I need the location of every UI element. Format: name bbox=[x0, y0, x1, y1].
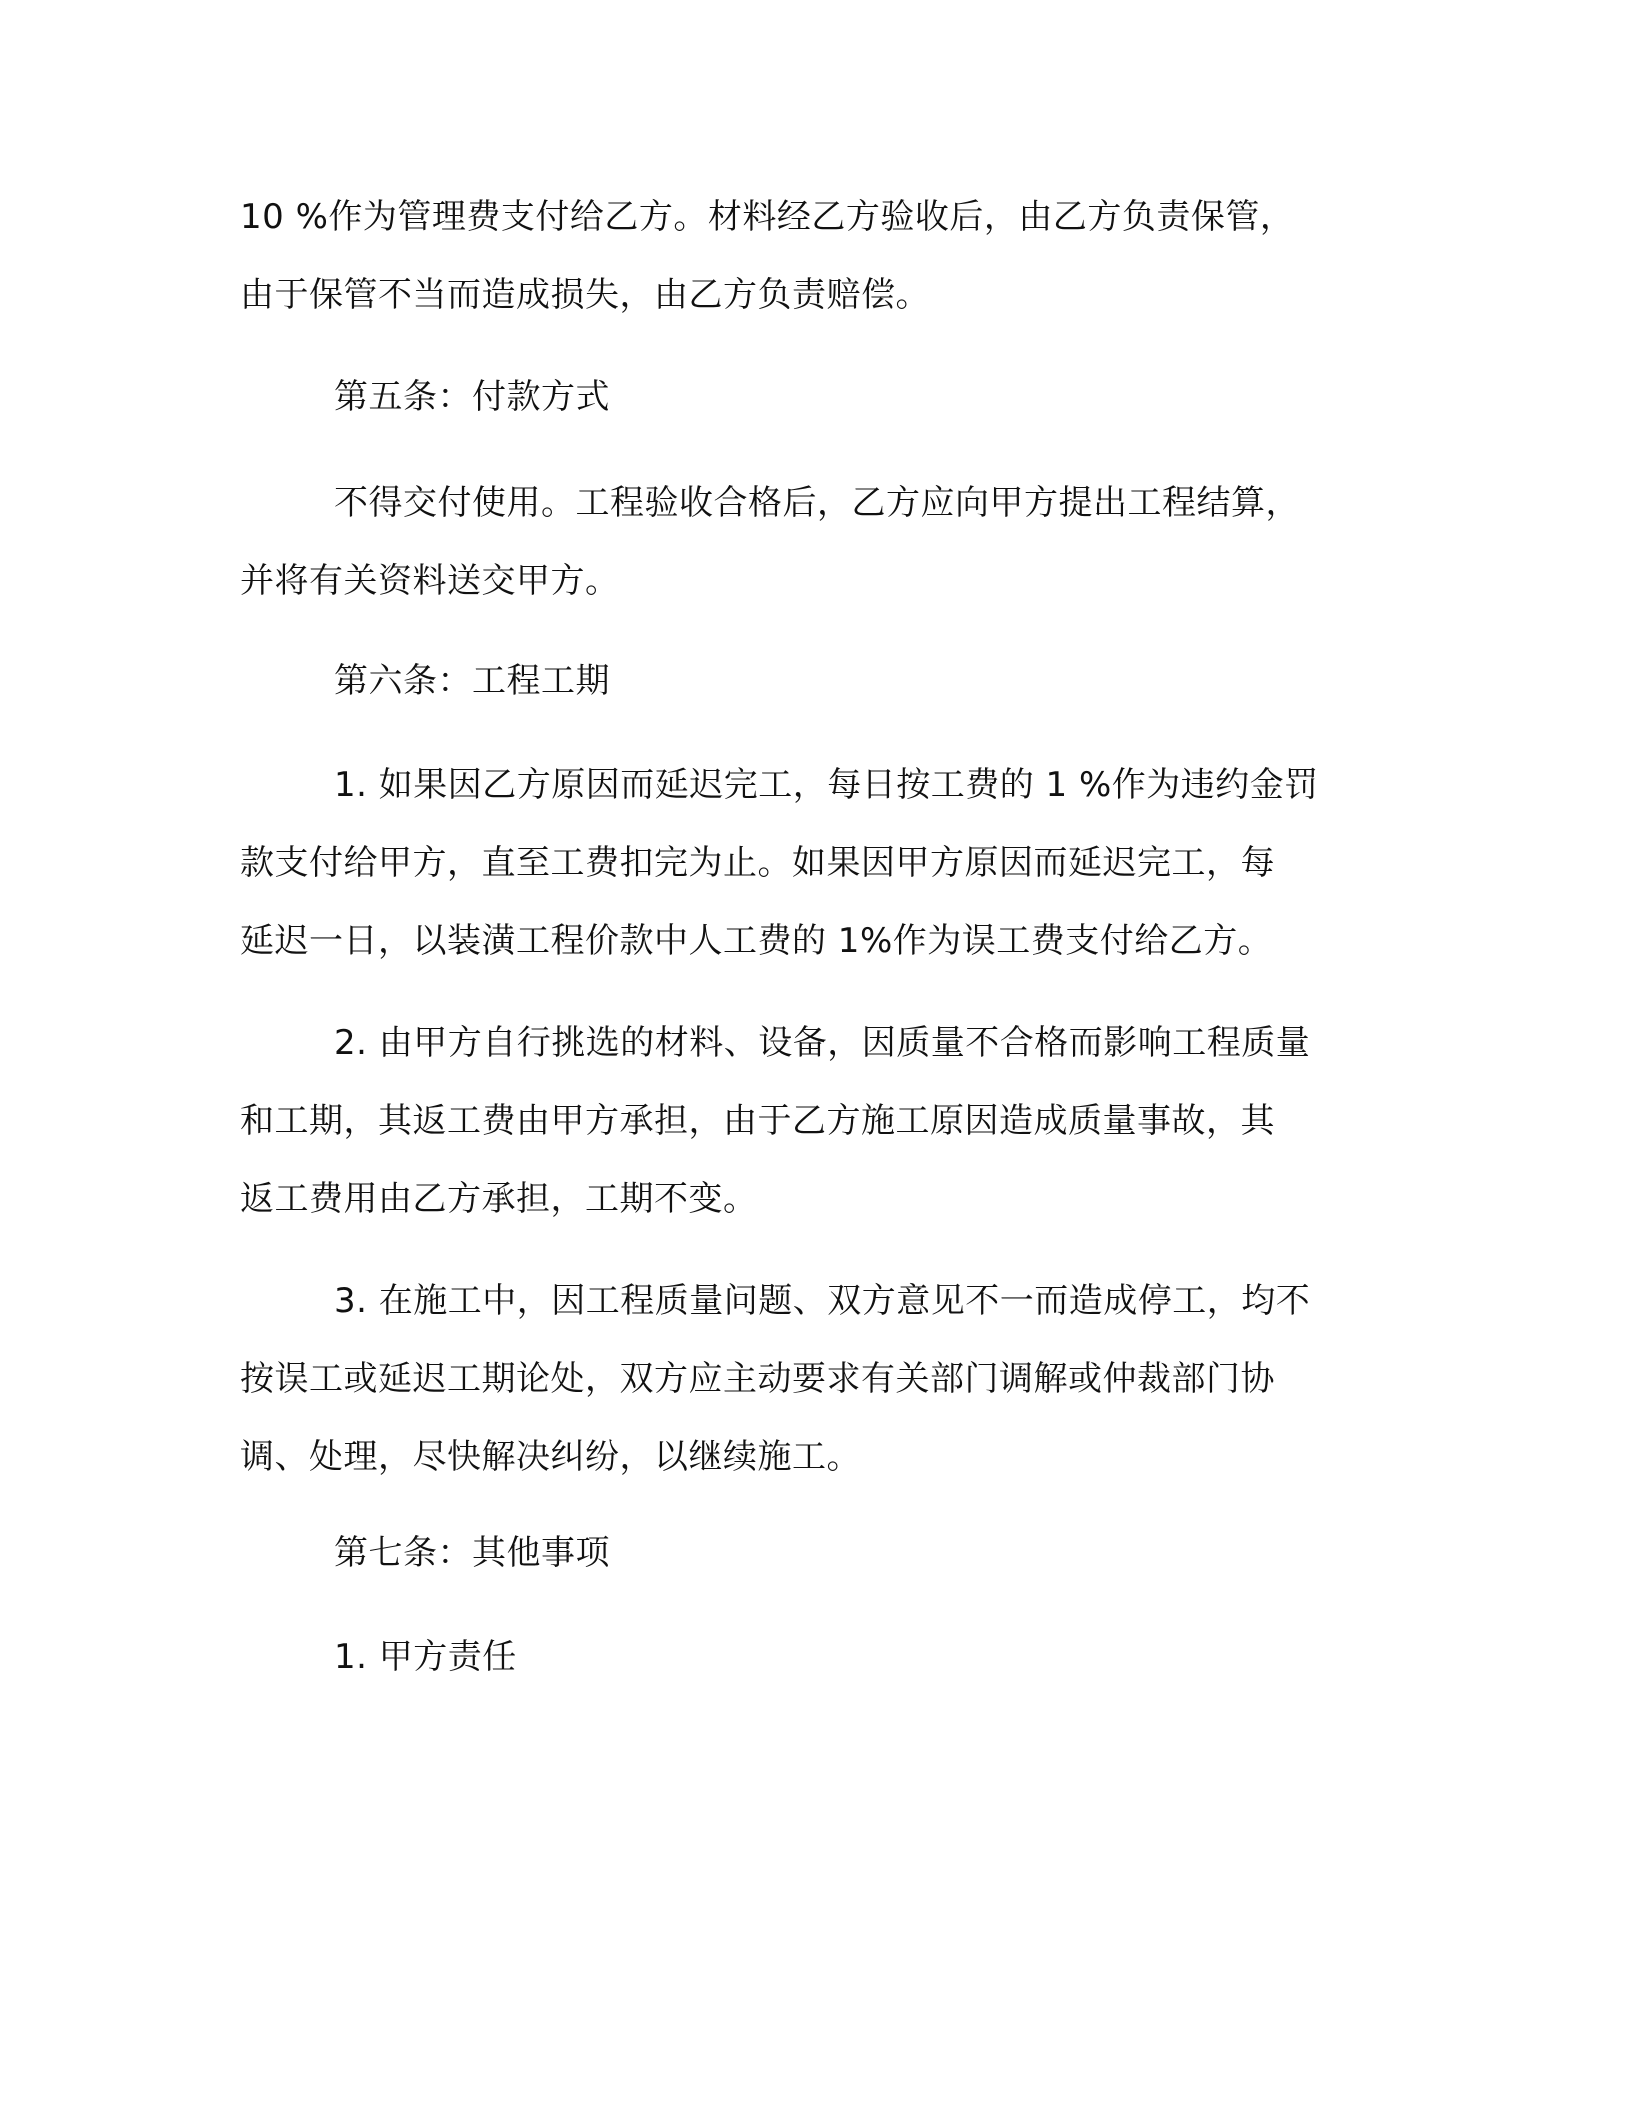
text-line: 和工期，其返工费由甲方承担，由于乙方施工原因造成质量事故，其 bbox=[240, 1101, 1275, 1141]
text-line: 不得交付使用。工程验收合格后，乙方应向甲方提出工程结算， bbox=[334, 483, 1300, 523]
text-line: 由于保管不当而造成损失，由乙方负责赔偿。 bbox=[240, 275, 930, 315]
text-line: 1. 甲方责任 bbox=[334, 1637, 517, 1677]
text-line: 调、处理，尽快解决纠纷，以继续施工。 bbox=[240, 1437, 861, 1477]
paragraph-payment bbox=[240, 464, 1380, 620]
text-line: 第五条：付款方式 bbox=[334, 377, 610, 417]
paragraph-materials-quality bbox=[240, 1004, 1380, 1238]
paragraph-party-a-responsibility bbox=[240, 1618, 1380, 1696]
paragraph-dispute-resolution bbox=[240, 1262, 1380, 1496]
text-line: 返工费用由乙方承担，工期不变。 bbox=[240, 1179, 758, 1219]
article-7-heading bbox=[240, 1514, 1380, 1592]
text-line: 1. 如果因乙方原因而延迟完工，每日按工费的 1 %作为违约金罚 bbox=[334, 765, 1319, 805]
text-line: 3. 在施工中，因工程质量问题、双方意见不一而造成停工，均不 bbox=[334, 1281, 1311, 1321]
text-line: 2. 由甲方自行挑选的材料、设备，因质量不合格而影响工程质量 bbox=[334, 1023, 1311, 1063]
text-line: 第七条：其他事项 bbox=[334, 1533, 610, 1573]
text-line: 第六条：工程工期 bbox=[334, 661, 610, 701]
text-line: 按误工或延迟工期论处，双方应主动要求有关部门调解或仲裁部门协 bbox=[240, 1359, 1275, 1399]
paragraph-delay-penalty bbox=[240, 746, 1380, 980]
text-line: 款支付给甲方，直至工费扣完为止。如果因甲方原因而延迟完工，每 bbox=[240, 843, 1275, 883]
text-line: 并将有关资料送交甲方。 bbox=[240, 561, 620, 601]
paragraph-material-management bbox=[240, 178, 1380, 334]
text-line: 延迟一日，以装潢工程价款中人工费的 1%作为误工费支付给乙方。 bbox=[240, 921, 1273, 961]
article-6-heading bbox=[240, 642, 1380, 720]
text-line: 10 %作为管理费支付给乙方。材料经乙方验收后，由乙方负责保管， bbox=[240, 197, 1295, 237]
article-5-heading bbox=[240, 358, 1380, 436]
